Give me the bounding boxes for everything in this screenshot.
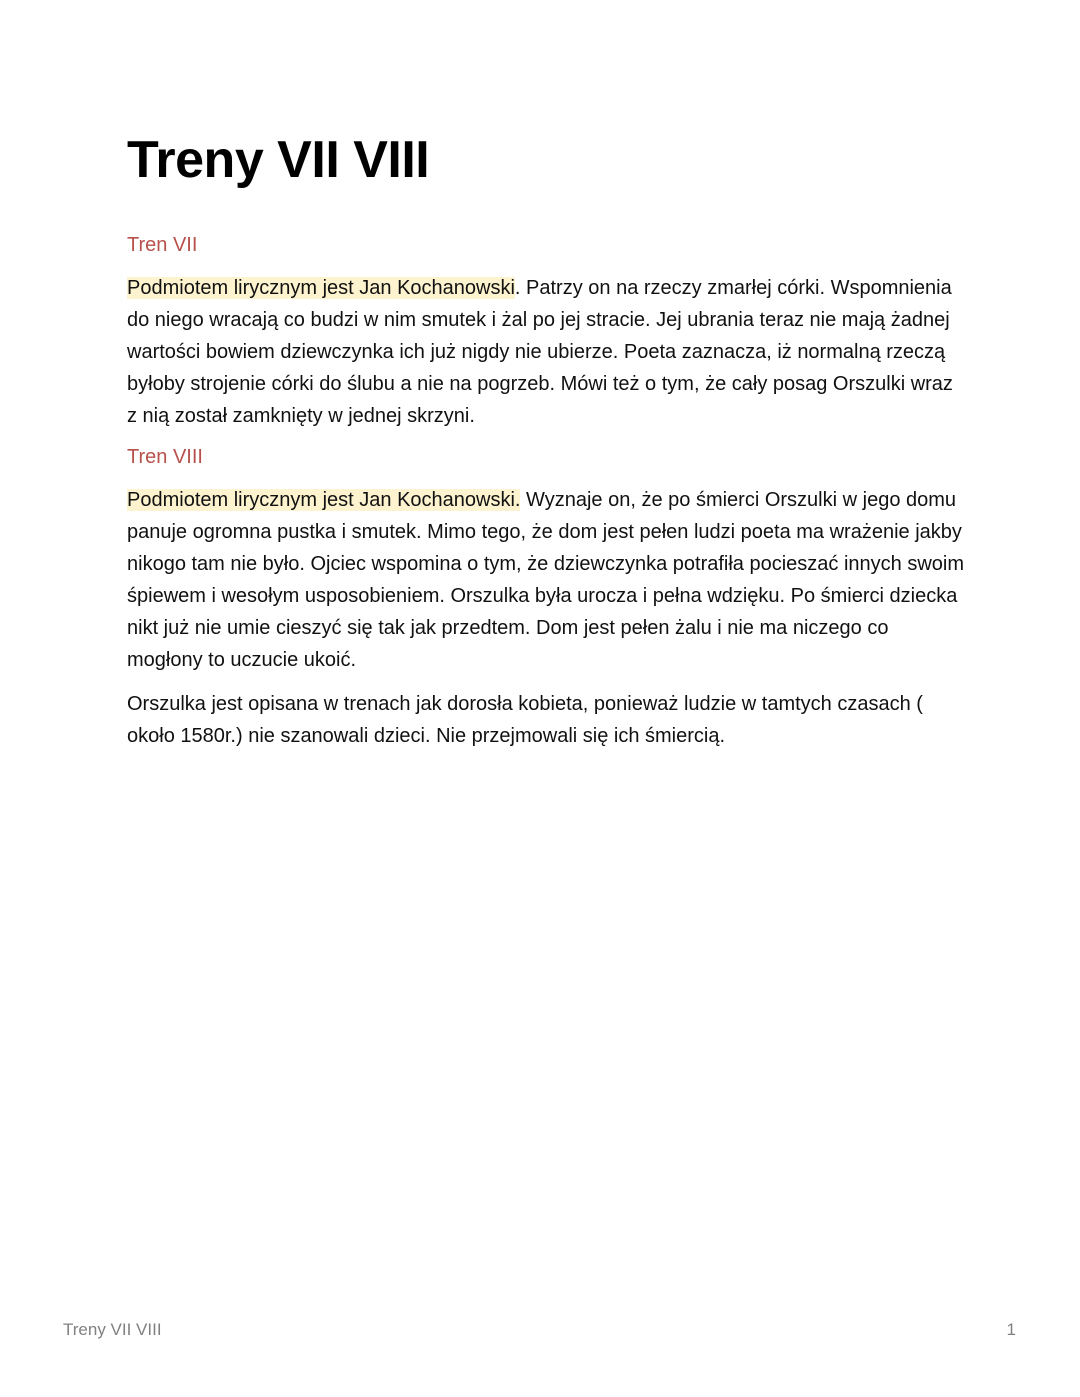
footer-title: Treny VII VIII bbox=[63, 1320, 162, 1339]
page-number: 1 bbox=[1006, 1320, 1016, 1339]
closing-paragraph: Orszulka jest opisana w trenach jak dorosła kobieta, ponieważ ludzie w tamtych czasach ( około 1580r.) nie szanowali dzieci. Nie przejmowali się ich śmiercią. bbox=[127, 693, 923, 747]
highlighted-text: Podmiotem lirycznym jest Jan Kochanowski bbox=[127, 277, 515, 299]
section-heading-tren-vii: Tren VII bbox=[127, 234, 198, 256]
highlighted-text: Podmiotem lirycznym jest Jan Kochanowski. bbox=[127, 489, 521, 511]
page-title: Treny VII VIII bbox=[127, 131, 430, 189]
section-heading-tren-viii: Tren VIII bbox=[127, 446, 203, 468]
paragraph-tren-viii bbox=[127, 484, 967, 676]
paragraph-text: . Patrzy on na rzeczy zmarłej córki. Wspomnienia do niego wracają co budzi w nim smutek i żal po jej stracie. Jej ubrania teraz nie mają żadnej wartości bowiem dziewczynka ich już nigdy nie ubierze. Poeta zaznacza, iż normalną rzeczą byłoby strojenie córki do ślubu a nie na pogrzeb. Mówi też o tym, że cały posag Orszulki wraz z nią został zamknięty w jednej skrzyni. bbox=[127, 277, 953, 427]
document-body bbox=[127, 230, 967, 752]
paragraph-tren-vii bbox=[127, 272, 967, 432]
paragraph-text: Wyznaje on, że po śmierci Orszulki w jego domu panuje ogromna pustka i smutek. Mimo tego, że dom jest pełen ludzi poeta ma wrażenie jakby nikogo tam nie było. Ojciec wspomina o tym, że dziewczynka potrafiła pocieszać innych swoim śpiewem i wesołym usposobieniem. Orszulka była urocza i pełna wdzięku. Po śmierci dziecka nikt już nie umie cieszyć się tak jak przedtem. Dom jest pełen żalu i nie ma niczego co mogłony to uczucie ukoić. bbox=[127, 489, 965, 671]
